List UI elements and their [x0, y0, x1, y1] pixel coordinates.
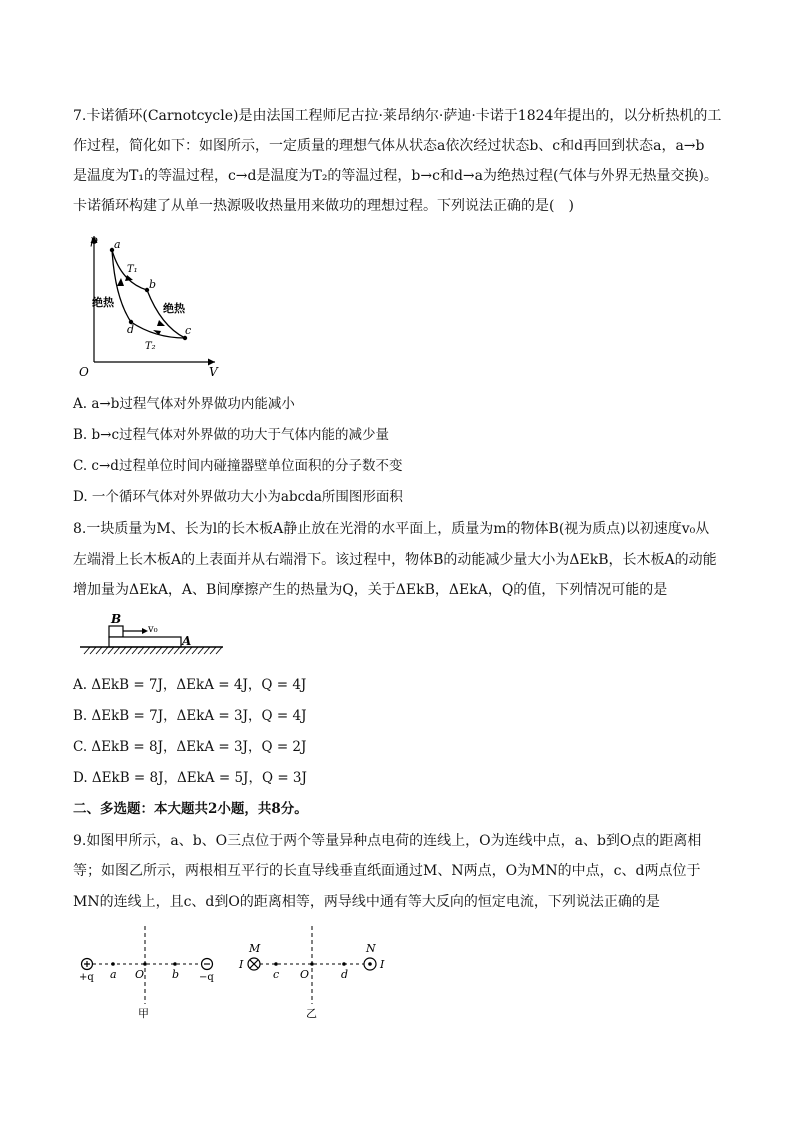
- q7-line-3: 是温度为T₁的等温过程，c→d是温度为T₂的等温过程，b→c和d→a为绝热过程(气体与外界无热量交换)。: [73, 168, 718, 184]
- point-c-dot: [274, 962, 278, 966]
- point-o-dot: [143, 962, 147, 966]
- board-block-figure: [78, 610, 228, 660]
- label-c: c: [185, 324, 192, 337]
- q8-line-2: 左端滑上长木板A的上表面并从右端滑下。该过程中，物体B的动能减少量大小为ΔEkB，长木板A的动能: [73, 552, 717, 568]
- figure-jia: [75, 924, 225, 1019]
- q7-line-1: 7.卡诺循环(Carnotcycle)是由法国工程师尼古拉·莱昂纳尔·萨迪·卡诺于1824年提出的，以分析热机的工: [73, 108, 722, 124]
- point-b-dot: [173, 962, 177, 966]
- q8-option-d: D. ΔEkB = 8J，ΔEkA = 5J，Q = 3J: [73, 770, 307, 786]
- q8-option-b: B. ΔEkB = 7J，ΔEkA = 3J，Q = 4J: [73, 708, 307, 724]
- label-board-a: A: [182, 634, 192, 648]
- label-n: N: [366, 942, 376, 955]
- caption-jia: 甲: [138, 1007, 149, 1019]
- origin-label: O: [79, 365, 89, 379]
- carnot-pv-diagram: [75, 230, 225, 380]
- figure-yi: [236, 924, 396, 1019]
- label-d: d: [127, 323, 135, 336]
- label-i-left: I: [239, 958, 244, 971]
- label-t2: T₂: [145, 341, 156, 352]
- board-a: [109, 637, 181, 647]
- label-o: O: [300, 968, 310, 981]
- label-a: a: [114, 238, 121, 251]
- point-a-dot: [111, 962, 115, 966]
- q8-line-3: 增加量为ΔEkA，A、B间摩擦产生的热量为Q，关于ΔEkB，ΔEkA，Q的值，下列情况可能的是: [73, 582, 668, 598]
- label-v0: v₀: [148, 624, 158, 635]
- q8-line-1: 8.一块质量为M、长为l的长木板A静止放在光滑的水平面上，质量为m的物体B(视为质点)以初速度v₀从: [73, 521, 710, 537]
- arrow-ab: [125, 275, 133, 281]
- label-b: b: [149, 278, 157, 291]
- q7-line-4: 卡诺循环构建了从单一热源吸收热量用来做功的理想过程。下列说法正确的是( ): [73, 198, 574, 214]
- label-t1: T₁: [127, 264, 138, 275]
- ground-hatching: [84, 647, 222, 654]
- label-adiabat-left: 绝热: [92, 296, 114, 309]
- label-b: b: [172, 968, 180, 981]
- axis-v-label: V: [209, 365, 218, 379]
- point-d-dot: [342, 962, 346, 966]
- label-d: d: [341, 968, 349, 981]
- section-heading: 二、多选题：本大题共2小题，共8分。: [73, 801, 308, 817]
- label-block-b: B: [111, 612, 122, 626]
- block-b: [109, 626, 123, 637]
- q7-option-d: D. 一个循环气体对外界做功大小为abcda所围图形面积: [73, 489, 403, 505]
- q7-line-2: 作过程，简化如下：如图所示，一定质量的理想气体从状态a依次经过状态b、c和d再回到状态a，a→b: [73, 138, 705, 154]
- q7-option-c: C. c→d过程单位时间内碰撞器壁单位面积的分子数不变: [73, 458, 403, 474]
- label-adiabat-right: 绝热: [163, 302, 185, 315]
- axis-p-label: p: [90, 233, 98, 247]
- q8-option-c: C. ΔEkB = 8J，ΔEkA = 3J，Q = 2J: [73, 739, 307, 755]
- caption-yi: 乙: [306, 1007, 317, 1019]
- label-c: c: [273, 968, 280, 981]
- label-minus-q: −q: [199, 972, 214, 983]
- q7-option-b: B. b→c过程气体对外界做的功大于气体内能的减少量: [73, 427, 390, 443]
- label-o: O: [135, 968, 145, 981]
- q9-line-2: 等；如图乙所示，两根相互平行的长直导线垂直纸面通过M、N两点，O为MN的中点，c、d两点位于: [73, 863, 701, 879]
- q9-line-1: 9.如图甲所示，a、b、O三点位于两个等量异种点电荷的连线上，O为连线中点，a、b到O点的距离相: [73, 833, 702, 849]
- label-a: a: [110, 968, 117, 981]
- q9-line-3: MN的连线上，且c、d到O的距离相等，两导线中通有等大反向的恒定电流，下列说法正确的是: [73, 894, 660, 910]
- label-m: M: [249, 942, 261, 955]
- arrow-da: [117, 278, 124, 286]
- point-o-dot: [310, 962, 314, 966]
- label-plus-q: +q: [79, 972, 94, 983]
- q7-option-a: A. a→b过程气体对外界做功内能减小: [73, 396, 295, 412]
- q8-option-a: A. ΔEkB = 7J，ΔEkA = 4J，Q = 4J: [73, 677, 307, 693]
- label-i-right: I: [380, 958, 385, 971]
